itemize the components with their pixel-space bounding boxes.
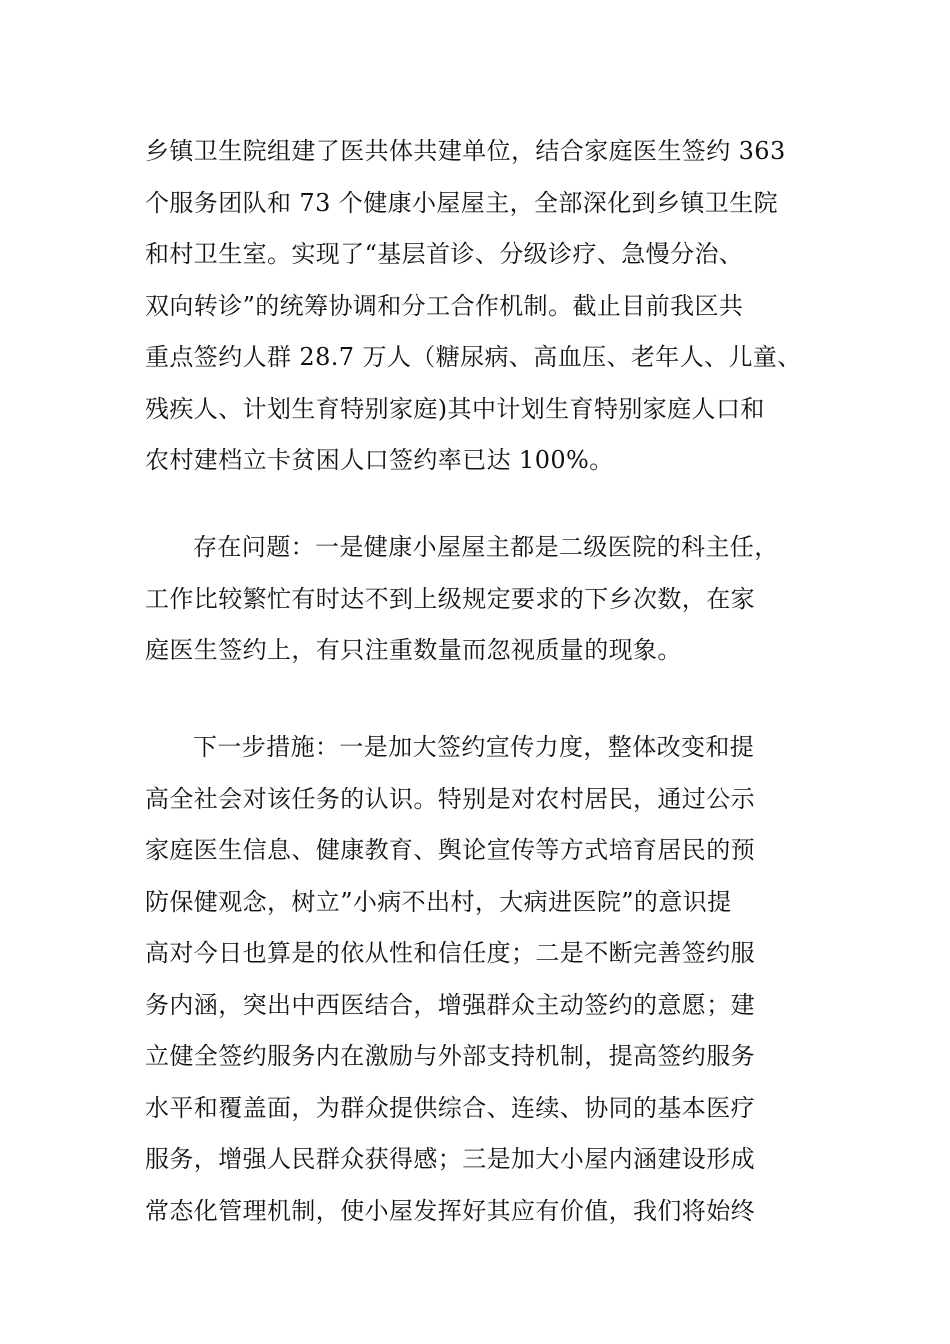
text-line: 工作比较繁忙有时达不到上级规定要求的下乡次数，在家	[145, 584, 755, 613]
text-line: 立健全签约服务内在激励与外部支持机制，提高签约服务	[145, 1042, 755, 1070]
text-line: 防保健观念，树立”小病不出村，大病进医院”的意识提	[145, 887, 732, 916]
text-line: 双向转诊”的统筹协调和分工合作机制。截止目前我区共	[145, 291, 744, 320]
text-line: 高全社会对该任务的认识。特别是对农村居民，通过公示	[145, 784, 755, 813]
text-line: 存在问题：一是健康小屋屋主都是二级医院的科主任，	[193, 533, 779, 561]
paragraph-summary	[145, 126, 815, 487]
text-line: 服务，增强人民群众获得感；三是加大小屋内涵建设形成	[145, 1145, 755, 1173]
text-line: 残疾人、计划生育特别家庭)其中计划生育特别家庭人口和	[145, 394, 765, 423]
text-line: 高对今日也算是的依从性和信任度；二是不断完善签约服	[145, 939, 755, 967]
paragraph-problems	[145, 522, 815, 677]
text-line: 家庭医生信息、健康教育、舆论宣传等方式培育居民的预	[145, 836, 755, 864]
text-line: 乡镇卫生院组建了医共体共建单位，结合家庭医生签约 363	[145, 137, 786, 165]
text-line: 水平和覆盖面，为群众提供综合、连续、协同的基本医疗	[145, 1093, 755, 1122]
text-line: 庭医生签约上，有只注重数量而忽视质量的现象。	[145, 636, 682, 664]
text-line: 常态化管理机制，使小屋发挥好其应有价值，我们将始终	[145, 1196, 755, 1225]
text-line: 重点签约人群 28.7 万人（糖尿病、高血压、老年人、儿童、	[145, 343, 802, 371]
text-line: 下一步措施：一是加大签约宣传力度，整体改变和提	[193, 733, 755, 761]
text-line: 务内涵，突出中西医结合，增强群众主动签约的意愿；建	[145, 990, 755, 1019]
text-line: 个服务团队和 73 个健康小屋屋主，全部深化到乡镇卫生院	[145, 188, 778, 217]
text-line: 和村卫生室。实现了“基层首诊、分级诊疗、急慢分治、	[145, 240, 744, 268]
paragraph-next-steps	[145, 722, 815, 1237]
text-line: 农村建档立卡贫困人口签约率已达 100%。	[145, 446, 614, 474]
